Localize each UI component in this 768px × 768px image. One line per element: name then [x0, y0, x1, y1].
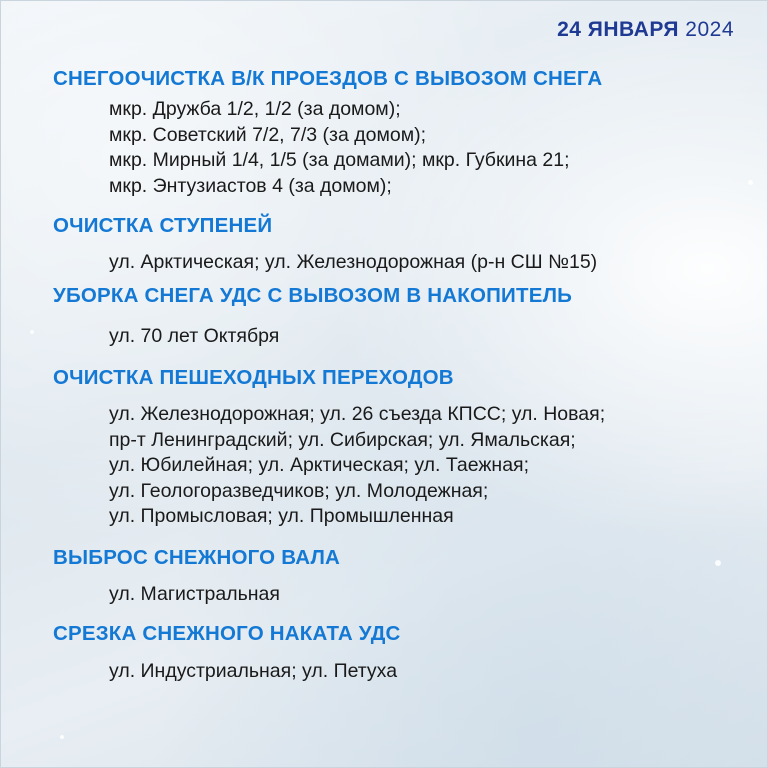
section-heading: УБОРКА СНЕГА УДС С ВЫВОЗОМ В НАКОПИТЕЛЬ: [53, 283, 573, 307]
section-snow-bank-removal: [53, 544, 753, 608]
date-year: 2024: [685, 18, 734, 41]
section-heading: СРЕЗКА СНЕЖНОГО НАКАТА УДС: [53, 622, 401, 645]
address-line: ул. Юбилейная; ул. Арктическая; ул. Таежная;: [109, 454, 530, 476]
address-list: [109, 659, 753, 685]
address-line: ул. Железнодорожная; ул. 26 съезда КПСС; ул. Новая;: [109, 403, 606, 425]
section-steps-cleaning: [53, 212, 753, 276]
address-line: мкр. Дружба 1/2, 1/2 (за домом);: [109, 98, 401, 120]
address-line: ул. Индустриальная; ул. Петуха: [109, 660, 398, 682]
address-line: ул. Геологоразведчиков; ул. Молодежная;: [109, 479, 489, 502]
section-road-snow-to-storage: [53, 282, 753, 350]
section-snow-removal-driveways: [53, 65, 753, 199]
address-list: [109, 402, 753, 530]
section-heading: ОЧИСТКА ПЕШЕХОДНЫХ ПЕРЕХОДОВ: [53, 366, 454, 389]
section-heading: ВЫБРОС СНЕЖНОГО ВАЛА: [53, 545, 341, 569]
address-line: мкр. Советский 7/2, 7/3 (за домом);: [109, 123, 427, 146]
address-line: ул. Арктическая; ул. Железнодорожная (р-н СШ №15): [109, 251, 598, 273]
snowflake-decoration: [30, 330, 34, 334]
address-list: [109, 250, 753, 276]
section-heading: ОЧИСТКА СТУПЕНЕЙ: [53, 214, 273, 237]
address-list: [109, 582, 753, 608]
snowflake-decoration: [60, 735, 64, 739]
section-heading: СНЕГООЧИСТКА В/К ПРОЕЗДОВ С ВЫВОЗОМ СНЕГА: [53, 67, 603, 90]
work-schedule: [53, 65, 753, 685]
address-list: [109, 97, 753, 199]
address-list: [109, 324, 753, 350]
date-label: [557, 18, 734, 42]
address-line: ул. Промысловая; ул. Промышленная: [109, 505, 454, 527]
address-line: пр-т Ленинградский; ул. Сибирская; ул. Ямальская;: [109, 428, 576, 451]
section-packed-snow-cutting: [53, 620, 753, 685]
address-line: мкр. Энтузиастов 4 (за домом);: [109, 174, 392, 197]
date-day: 24 ЯНВАРЯ: [557, 18, 679, 41]
address-line: ул. Магистральная: [109, 582, 280, 605]
section-pedestrian-crossings: [53, 364, 753, 530]
address-line: мкр. Мирный 1/4, 1/5 (за домами); мкр. Губкина 21;: [109, 149, 570, 171]
address-line: ул. 70 лет Октября: [109, 324, 280, 347]
